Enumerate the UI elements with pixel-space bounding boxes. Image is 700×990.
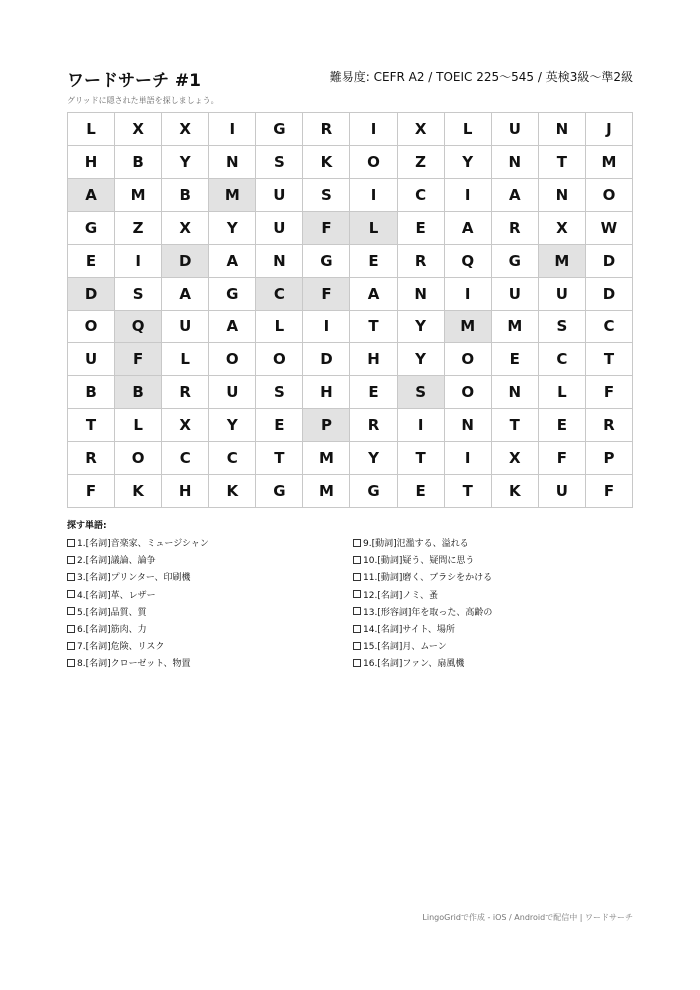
grid-cell[interactable]: E <box>68 245 115 278</box>
grid-cell[interactable]: O <box>256 343 303 376</box>
grid-cell[interactable]: C <box>398 179 445 212</box>
grid-cell[interactable]: E <box>350 245 397 278</box>
checkbox-icon[interactable] <box>67 625 75 633</box>
grid-cell[interactable]: O <box>586 179 633 212</box>
word-list-item <box>67 654 353 671</box>
grid-cell[interactable]: U <box>68 343 115 376</box>
grid-cell[interactable]: R <box>586 409 633 442</box>
grid-cell[interactable]: A <box>68 179 115 212</box>
word-clue-label: 8.[名詞]クローゼット、物置 <box>77 659 191 670</box>
word-clue-label: 11.[動詞]磨く、ブラシをかける <box>363 573 493 584</box>
grid-cell[interactable]: U <box>492 113 539 146</box>
grid-cell[interactable]: D <box>586 278 633 311</box>
checkbox-icon[interactable] <box>353 625 361 633</box>
grid-cell[interactable]: R <box>303 113 350 146</box>
word-clue-label: 5.[名詞]品質、質 <box>77 607 147 618</box>
word-clue-label: 1.[名詞]音楽家、ミュージシャン <box>77 539 209 550</box>
checkbox-icon[interactable] <box>67 539 75 547</box>
grid-cell[interactable]: M <box>209 179 256 212</box>
grid-cell[interactable]: U <box>492 278 539 311</box>
grid-cell[interactable]: L <box>115 409 162 442</box>
grid-cell[interactable]: Y <box>398 311 445 344</box>
grid-cell[interactable]: I <box>303 311 350 344</box>
grid-cell[interactable]: F <box>586 376 633 409</box>
word-clue-label: 3.[名詞]プリンター、印刷機 <box>77 573 191 584</box>
word-list-item <box>353 603 633 620</box>
grid-cell[interactable]: L <box>256 311 303 344</box>
grid-cell[interactable]: U <box>209 376 256 409</box>
word-list-item <box>67 603 353 620</box>
grid-cell[interactable]: E <box>256 409 303 442</box>
grid-cell[interactable]: Y <box>209 212 256 245</box>
grid-cell[interactable]: L <box>445 113 492 146</box>
grid-cell[interactable]: G <box>68 212 115 245</box>
grid-cell[interactable]: S <box>115 278 162 311</box>
word-list-item <box>67 568 353 585</box>
word-list-item <box>67 551 353 568</box>
grid-cell[interactable]: R <box>162 376 209 409</box>
grid-cell[interactable]: Q <box>445 245 492 278</box>
grid-cell[interactable]: S <box>398 376 445 409</box>
grid-cell[interactable]: N <box>445 409 492 442</box>
grid-cell[interactable]: O <box>209 343 256 376</box>
grid-cell[interactable]: G <box>209 278 256 311</box>
grid-cell[interactable]: D <box>303 343 350 376</box>
word-list-item <box>353 637 633 654</box>
checkbox-icon[interactable] <box>353 607 361 615</box>
grid-cell[interactable]: X <box>162 212 209 245</box>
word-clue-label: 9.[動詞]氾濫する、溢れる <box>363 539 469 550</box>
grid-cell[interactable]: X <box>492 442 539 475</box>
grid-cell[interactable]: O <box>68 311 115 344</box>
grid-cell[interactable]: K <box>492 475 539 508</box>
grid-cell[interactable]: Y <box>209 409 256 442</box>
grid-cell[interactable]: E <box>492 343 539 376</box>
grid-cell[interactable]: L <box>68 113 115 146</box>
footer-credit: LingoGridで作成 - iOS / Androidで配信中 | ワードサーチ <box>422 913 633 922</box>
grid-cell[interactable]: O <box>445 376 492 409</box>
grid-cell[interactable]: T <box>398 442 445 475</box>
word-list-item <box>67 620 353 637</box>
grid-cell[interactable]: I <box>445 442 492 475</box>
grid-cell[interactable]: I <box>398 409 445 442</box>
grid-cell[interactable]: T <box>68 409 115 442</box>
grid-cell[interactable]: Y <box>162 146 209 179</box>
grid-cell[interactable]: C <box>209 442 256 475</box>
checkbox-icon[interactable] <box>67 659 75 667</box>
grid-cell[interactable]: L <box>162 343 209 376</box>
grid-cell[interactable]: G <box>303 245 350 278</box>
grid-cell[interactable]: M <box>539 245 586 278</box>
grid-cell[interactable]: F <box>68 475 115 508</box>
grid-cell[interactable]: E <box>398 475 445 508</box>
grid-cell[interactable]: G <box>492 245 539 278</box>
grid-cell[interactable]: I <box>445 179 492 212</box>
word-list-item <box>67 534 353 551</box>
grid-cell[interactable]: I <box>209 113 256 146</box>
checkbox-icon[interactable] <box>353 590 361 598</box>
grid-cell[interactable]: K <box>209 475 256 508</box>
grid-cell[interactable]: Z <box>398 146 445 179</box>
word-clue-label: 2.[名詞]議論、論争 <box>77 556 156 567</box>
grid-cell[interactable]: P <box>586 442 633 475</box>
grid-cell[interactable]: A <box>209 311 256 344</box>
grid-cell[interactable]: J <box>586 113 633 146</box>
grid-cell[interactable]: A <box>350 278 397 311</box>
letter-grid <box>67 112 633 508</box>
grid-cell[interactable]: N <box>492 376 539 409</box>
page-title: ワードサーチ #1 <box>67 71 201 91</box>
grid-cell[interactable]: C <box>586 311 633 344</box>
grid-cell[interactable]: X <box>398 113 445 146</box>
grid-cell[interactable]: K <box>303 146 350 179</box>
grid-cell[interactable]: T <box>350 311 397 344</box>
grid-cell[interactable]: I <box>350 179 397 212</box>
grid-cell[interactable]: U <box>539 278 586 311</box>
grid-cell[interactable]: F <box>303 278 350 311</box>
grid-cell[interactable]: U <box>162 311 209 344</box>
grid-cell[interactable]: Q <box>115 311 162 344</box>
grid-cell[interactable]: E <box>398 212 445 245</box>
grid-cell[interactable]: A <box>445 212 492 245</box>
grid-cell[interactable]: X <box>539 212 586 245</box>
grid-cell[interactable]: O <box>350 146 397 179</box>
grid-cell[interactable]: S <box>303 179 350 212</box>
grid-cell[interactable]: H <box>68 146 115 179</box>
grid-cell[interactable]: Y <box>445 146 492 179</box>
checkbox-icon[interactable] <box>67 556 75 564</box>
grid-cell[interactable]: T <box>586 343 633 376</box>
checkbox-icon[interactable] <box>67 642 75 650</box>
grid-cell[interactable]: L <box>350 212 397 245</box>
grid-cell[interactable]: U <box>256 212 303 245</box>
grid-cell[interactable]: B <box>162 179 209 212</box>
grid-cell[interactable]: A <box>162 278 209 311</box>
grid-cell[interactable]: S <box>256 376 303 409</box>
word-clue-label: 12.[名詞]ノミ、蚤 <box>363 590 438 601</box>
checkbox-icon[interactable] <box>353 556 361 564</box>
word-list <box>67 534 633 672</box>
grid-cell[interactable]: U <box>539 475 586 508</box>
grid-cell[interactable]: I <box>445 278 492 311</box>
grid-cell[interactable]: M <box>303 442 350 475</box>
grid-cell[interactable]: X <box>162 113 209 146</box>
word-list-item <box>353 620 633 637</box>
grid-cell[interactable]: G <box>256 113 303 146</box>
checkbox-icon[interactable] <box>353 642 361 650</box>
word-list-item <box>353 654 633 671</box>
grid-cell[interactable]: Z <box>115 212 162 245</box>
grid-cell[interactable]: N <box>539 113 586 146</box>
word-clue-label: 10.[動詞]疑う、疑問に思う <box>363 556 475 567</box>
grid-cell[interactable]: S <box>539 311 586 344</box>
grid-cell[interactable]: N <box>539 179 586 212</box>
grid-cell[interactable]: B <box>115 376 162 409</box>
word-clue-label: 4.[名詞]革、レザー <box>77 590 156 601</box>
grid-cell[interactable]: D <box>68 278 115 311</box>
word-clue-label: 13.[形容詞]年を取った、高齢の <box>363 607 493 618</box>
grid-cell[interactable]: T <box>445 475 492 508</box>
grid-cell[interactable]: Y <box>398 343 445 376</box>
grid-cell[interactable]: A <box>209 245 256 278</box>
checkbox-icon[interactable] <box>353 659 361 667</box>
word-clue-label: 7.[名詞]危険、リスク <box>77 642 165 653</box>
grid-cell[interactable]: W <box>586 212 633 245</box>
word-list-heading: 探す単語: <box>67 521 107 531</box>
grid-cell[interactable]: F <box>586 475 633 508</box>
grid-cell[interactable]: R <box>68 442 115 475</box>
grid-cell[interactable]: O <box>115 442 162 475</box>
grid-cell[interactable]: T <box>492 409 539 442</box>
instruction-text: グリッドに隠された単語を探しましょう。 <box>67 96 219 105</box>
grid-cell[interactable]: L <box>539 376 586 409</box>
grid-cell[interactable]: E <box>350 376 397 409</box>
grid-cell[interactable]: P <box>303 409 350 442</box>
grid-cell[interactable]: C <box>256 278 303 311</box>
grid-cell[interactable]: F <box>539 442 586 475</box>
grid-cell[interactable]: S <box>256 146 303 179</box>
grid-cell[interactable]: M <box>445 311 492 344</box>
grid-cell[interactable]: N <box>256 245 303 278</box>
checkbox-icon[interactable] <box>67 607 75 615</box>
grid-cell[interactable]: T <box>539 146 586 179</box>
grid-cell[interactable]: Y <box>350 442 397 475</box>
checkbox-icon[interactable] <box>353 539 361 547</box>
grid-cell[interactable]: O <box>445 343 492 376</box>
grid-cell[interactable]: M <box>303 475 350 508</box>
grid-cell[interactable]: I <box>350 113 397 146</box>
grid-cell[interactable]: I <box>115 245 162 278</box>
grid-cell[interactable]: C <box>539 343 586 376</box>
grid-cell[interactable]: U <box>256 179 303 212</box>
grid-cell[interactable]: R <box>492 212 539 245</box>
grid-cell[interactable]: H <box>162 475 209 508</box>
grid-cell[interactable]: D <box>162 245 209 278</box>
grid-cell[interactable]: E <box>539 409 586 442</box>
word-list-item <box>353 586 633 603</box>
grid-cell[interactable]: N <box>492 146 539 179</box>
grid-cell[interactable]: T <box>256 442 303 475</box>
grid-cell[interactable]: B <box>68 376 115 409</box>
word-clue-label: 14.[名詞]サイト、場所 <box>363 625 455 636</box>
grid-cell[interactable]: X <box>162 409 209 442</box>
word-list-item <box>67 586 353 603</box>
grid-cell[interactable]: A <box>492 179 539 212</box>
grid-cell[interactable]: X <box>115 113 162 146</box>
word-clue-label: 6.[名詞]筋肉、力 <box>77 625 147 636</box>
grid-cell[interactable]: K <box>115 475 162 508</box>
grid-cell[interactable]: H <box>350 343 397 376</box>
checkbox-icon[interactable] <box>353 573 361 581</box>
grid-cell[interactable]: B <box>115 146 162 179</box>
grid-cell[interactable]: D <box>586 245 633 278</box>
grid-cell[interactable]: H <box>303 376 350 409</box>
word-clue-label: 15.[名詞]月、ムーン <box>363 642 447 653</box>
word-list-item <box>353 551 633 568</box>
grid-cell[interactable]: F <box>115 343 162 376</box>
grid-cell[interactable]: C <box>162 442 209 475</box>
grid-cell[interactable]: N <box>209 146 256 179</box>
grid-cell[interactable]: G <box>350 475 397 508</box>
word-list-item <box>353 568 633 585</box>
grid-cell[interactable]: M <box>586 146 633 179</box>
checkbox-icon[interactable] <box>67 590 75 598</box>
word-list-item <box>67 637 353 654</box>
word-list-item <box>353 534 633 551</box>
grid-cell[interactable]: R <box>398 245 445 278</box>
grid-cell[interactable]: G <box>256 475 303 508</box>
grid-cell[interactable]: F <box>303 212 350 245</box>
checkbox-icon[interactable] <box>67 573 75 581</box>
grid-cell[interactable]: N <box>398 278 445 311</box>
grid-cell[interactable]: R <box>350 409 397 442</box>
difficulty-label: 難易度: CEFR A2 / TOEIC 225〜545 / 英検3級〜準2級 <box>329 70 633 84</box>
word-clue-label: 16.[名詞]ファン、扇風機 <box>363 659 465 670</box>
grid-cell[interactable]: M <box>115 179 162 212</box>
grid-cell[interactable]: M <box>492 311 539 344</box>
